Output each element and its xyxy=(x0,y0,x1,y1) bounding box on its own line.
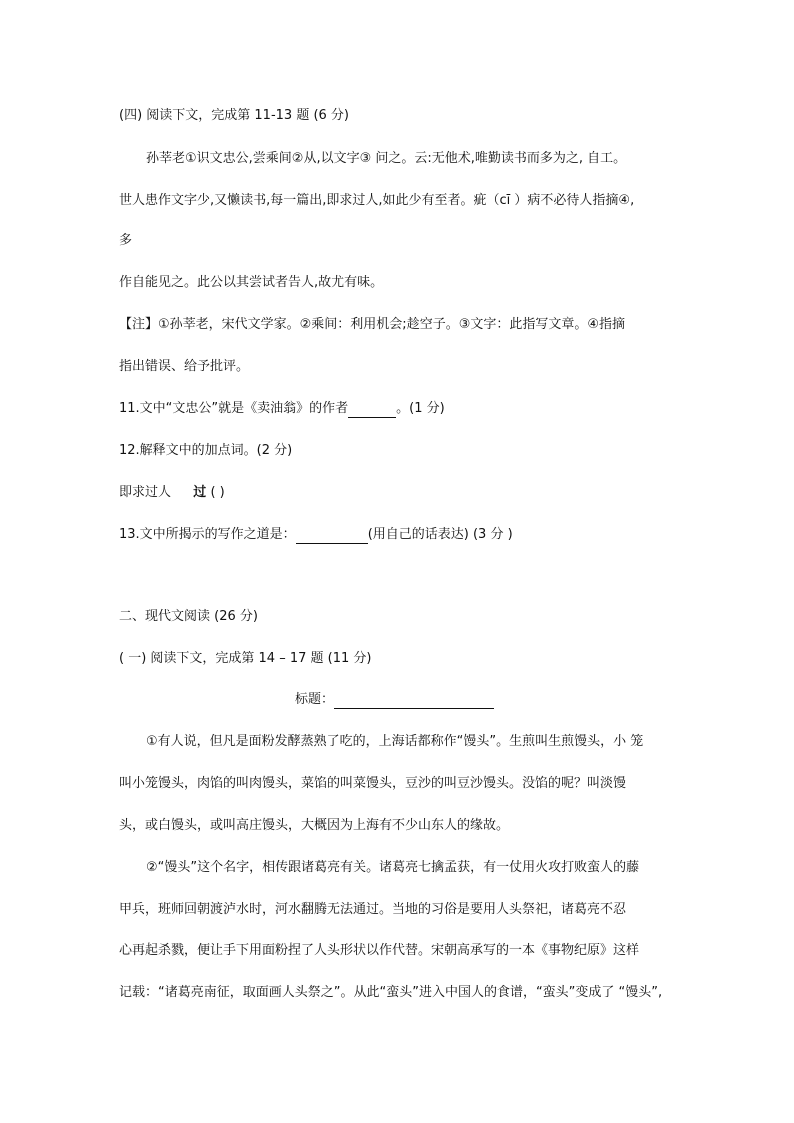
paragraph-2-line-4: 记载：“诸葛亮南征，取面画人头祭之”。从此“蛮头”进入中国人的食谱，“蛮头”变成了 “馒头”, xyxy=(119,985,663,1000)
section-four-heading: (四) 阅读下文，完成第 11-13 题 (6 分) xyxy=(119,108,349,123)
subsection-one-heading: ( 一) 阅读下文，完成第 14 – 17 题 (11 分) xyxy=(119,651,372,666)
answer-blank-11[interactable] xyxy=(348,403,396,418)
question-13-text: 13.文中所揭示的写作之道是： xyxy=(119,527,296,542)
question-12-phrase: 即求过人 xyxy=(119,485,172,500)
question-13-points: (用自己的话表达) (3 分 ) xyxy=(367,527,513,542)
paragraph-1-line-3: 头，或白馒头，或叫高庄馒头，大概因为上海有不少山东人的缘故。 xyxy=(119,818,510,833)
paragraph-1-line-2: 叫小笼馒头，肉馅的叫肉馒头，菜馅的叫菜馒头，豆沙的叫豆沙馒头。没馅的呢？叫淡馒 xyxy=(119,776,627,791)
question-11 xyxy=(119,400,445,418)
paragraph-1-line-1: ①有人说，但凡是面粉发酵蒸熟了吃的，上海话都称作“馒头”。生煎叫生煎馒头，小 笼 xyxy=(146,734,644,749)
answer-paren-12[interactable]: ( ) xyxy=(210,485,225,500)
dotted-word: 过 xyxy=(193,485,207,500)
title-label: 标题： xyxy=(295,692,335,707)
notes-line-2: 指出错误、给予批评。 xyxy=(119,359,250,374)
passage-line-3: 多 xyxy=(119,233,133,248)
passage-line-2: 世人患作文字少,又懒读书,每一篇出,即求过人,如此少有至者。疵（cī ）病不必待人指摘④, xyxy=(119,193,635,208)
notes-line-1: 【注】①孙莘老，宋代文学家。②乘间：利用机会;趁空子。③文字：此指写文章。④指摘 xyxy=(119,317,625,332)
passage-line-1: 孙莘老①识文忠公,尝乘间②从,以文字③ 问之。云:无他术,唯勤读书而多为之, 自工。 xyxy=(146,151,627,166)
section-two-heading: 二、现代文阅读 (26 分) xyxy=(119,609,258,624)
passage-line-4: 作自能见之。此公以其尝试者告人,故尤有味。 xyxy=(119,275,384,290)
question-13 xyxy=(119,526,513,544)
answer-blank-13[interactable] xyxy=(296,529,368,544)
paragraph-2-line-3: 心再起杀戮，便让手下用面粉捏了人头形状以作代替。宋朝高承写的一本《事物纪原》这样 xyxy=(119,943,640,958)
title-field xyxy=(295,691,494,709)
title-blank[interactable] xyxy=(334,694,494,709)
question-11-text: 11.文中“文忠公”就是《卖油翁》的作者 xyxy=(119,401,349,416)
question-12: 12.解释文中的加点词。(2 分) xyxy=(119,443,293,458)
question-12-item xyxy=(119,484,225,502)
question-11-points: 。(1 分) xyxy=(396,401,445,416)
paragraph-2-line-2: 甲兵，班师回朝渡泸水时，河水翻腾无法通过。当地的习俗是要用人头祭祀，诸葛亮不忍 xyxy=(119,902,627,917)
paragraph-2-line-1: ②“馒头”这个名字，相传跟诸葛亮有关。诸葛亮七擒孟获，有一仗用火攻打败蛮人的藤 xyxy=(146,860,640,875)
